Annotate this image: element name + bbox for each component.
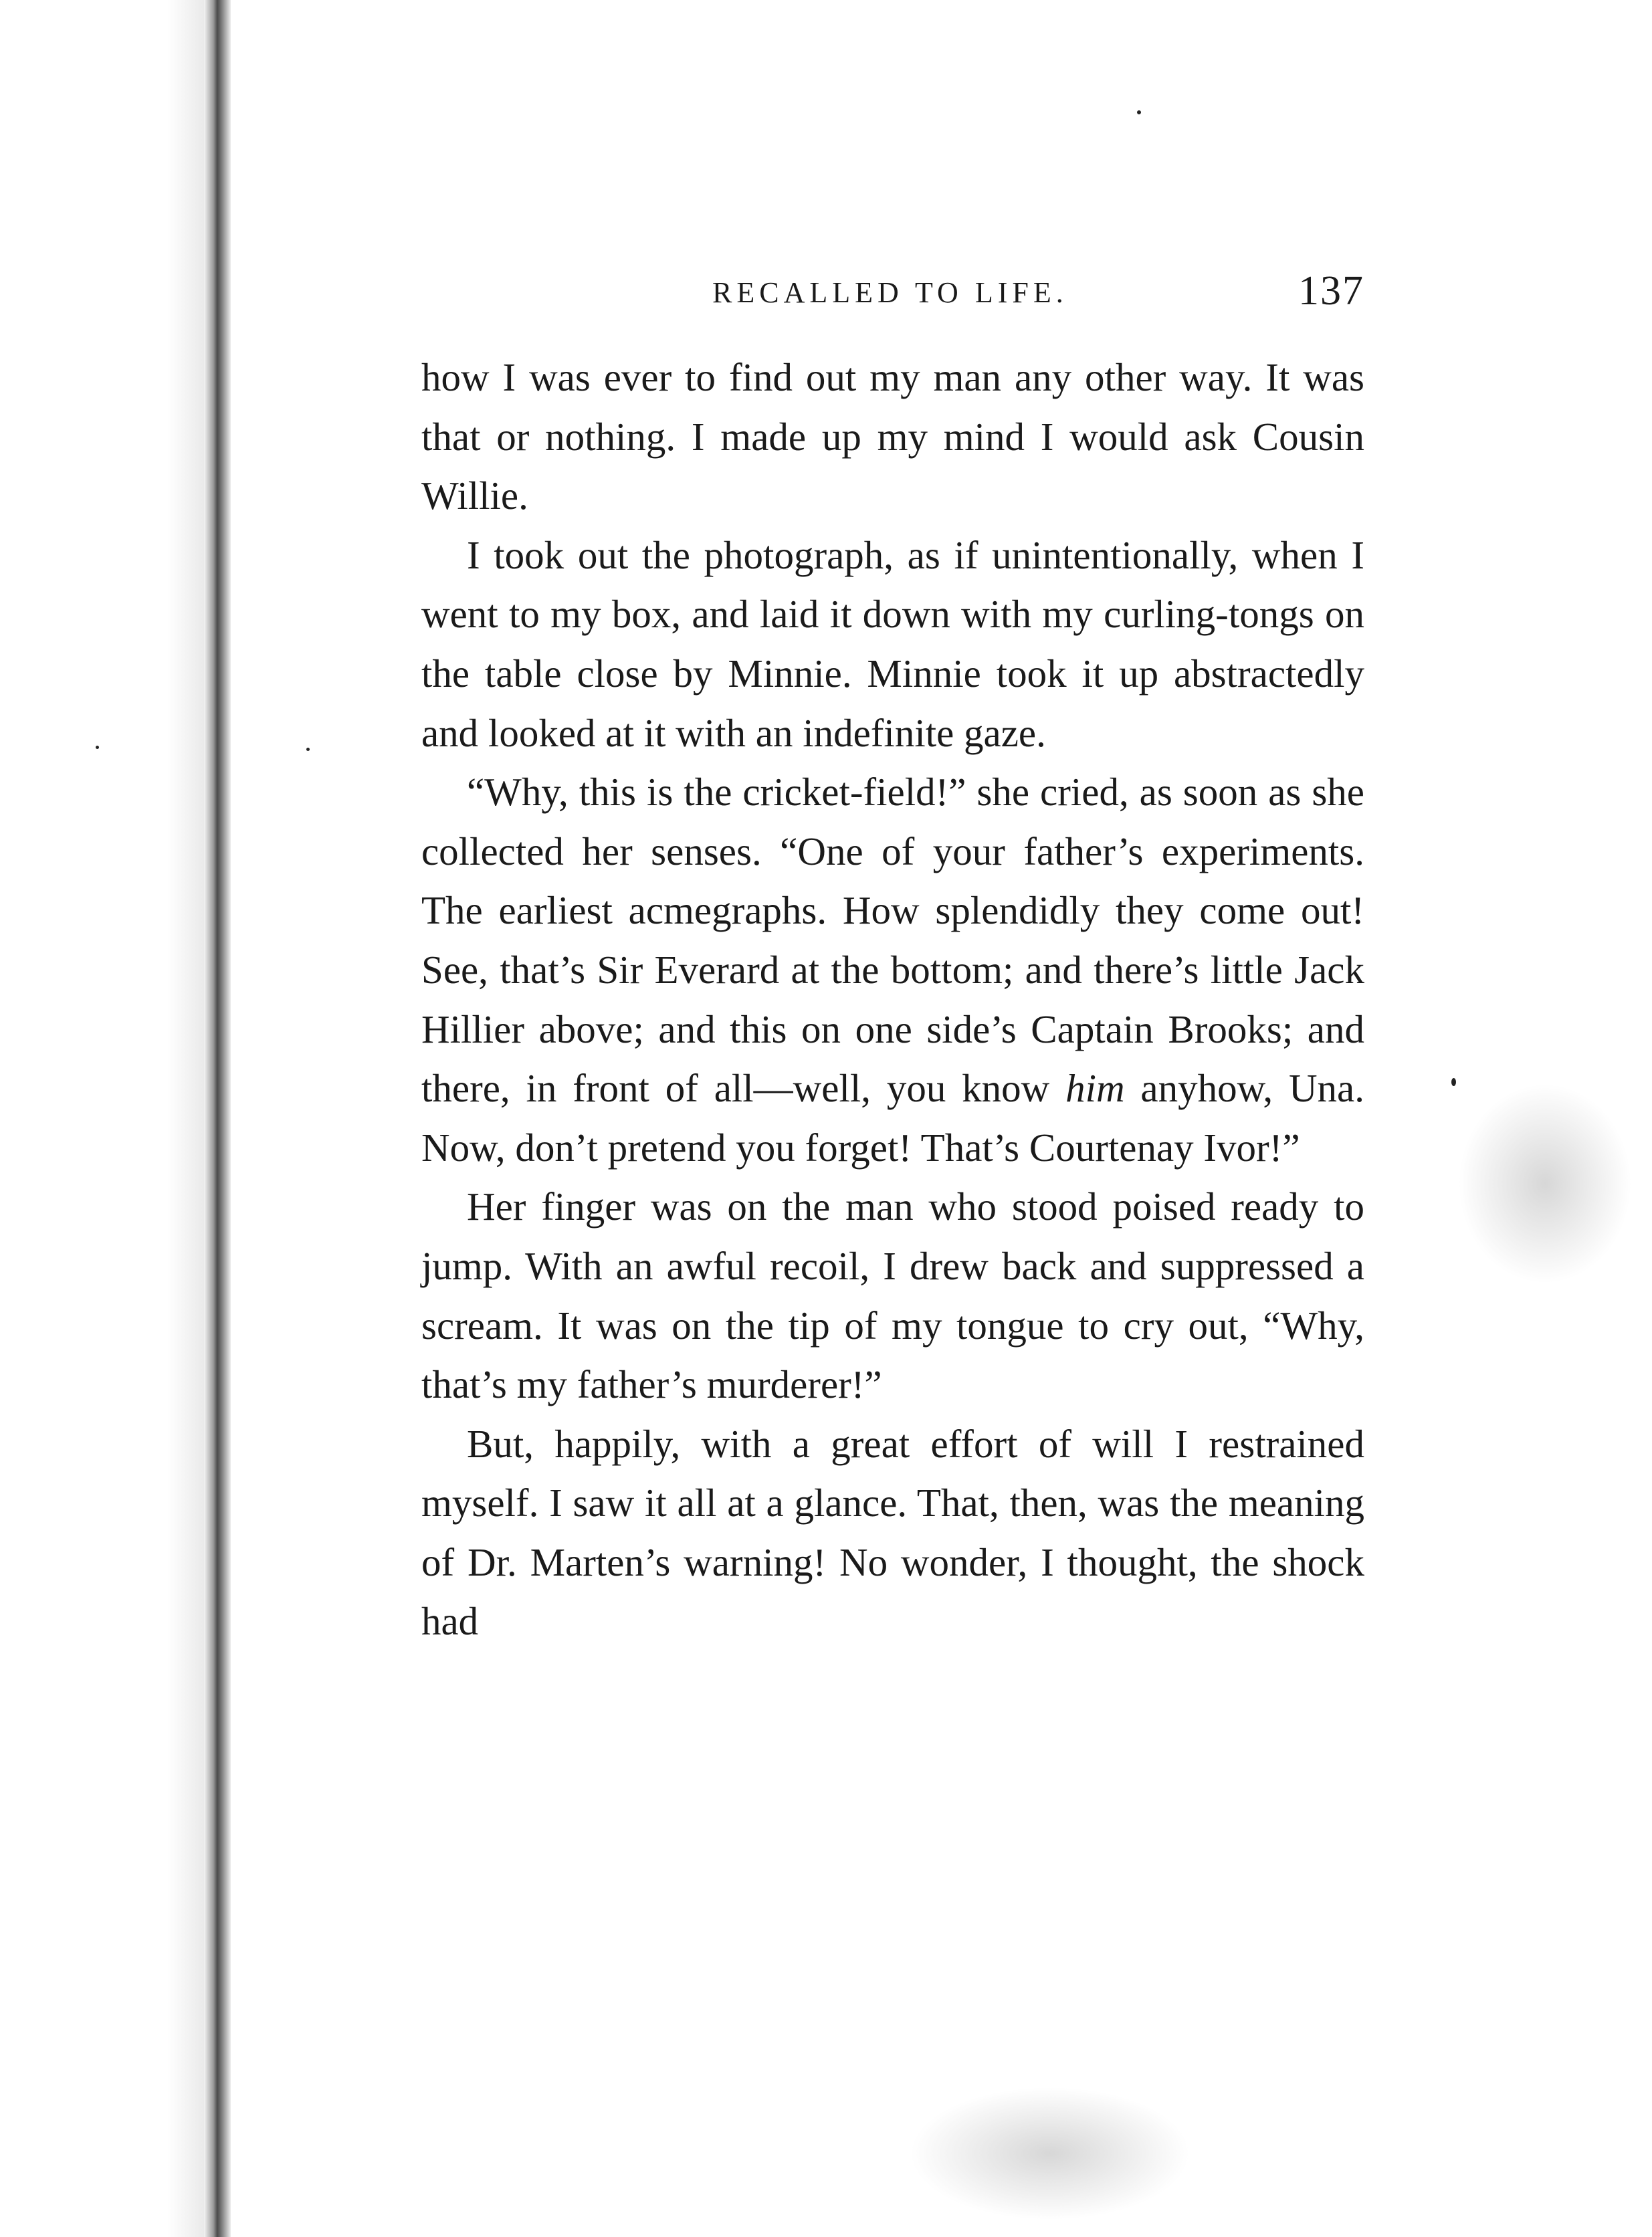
paragraph: I took out the photograph, as if unintentionally, when I went to my box, and laid it down with my curling-tongs on the table close by Minnie. Minnie took it up abstractedly and looked at it with an indefinite gaze.: [421, 532, 1364, 755]
paragraph-text: “Why, this is the cricket-field!” she cried, as soon as she collected her senses. “One of your father’s experiments. The earliest acmegraphs. How splendidly they come out! See, that’s Sir Everard at the bottom; and there’s little Jack Hillier above; and this on one side’s Captain Brooks; and there, in front of all—well, you know: [421, 770, 1364, 1111]
paragraph: how I was ever to find out my man any other way. It was that or nothing. I made up my mind I would ask Cousin Willie.: [421, 355, 1364, 518]
scan-speck: [1137, 110, 1141, 114]
paragraph: Her finger was on the man who stood poised ready to jump. With an awful recoil, I drew back and suppressed a scream. It was on the tip of my tongue to cry out, “Why, that’s my father’s murderer!”: [421, 1184, 1364, 1407]
page-number: 137: [1298, 268, 1364, 314]
paragraph-text: anyhow, Una. Now, don’t pretend you forget! That’s Courtenay Ivor!”: [421, 1066, 1364, 1170]
page-header: [421, 268, 1364, 328]
scan-smudge: [910, 2087, 1191, 2220]
italic-emphasis: him: [1065, 1066, 1125, 1111]
body-text: [421, 348, 1364, 1651]
scan-speck: [96, 746, 99, 749]
scan-speck: [1451, 1078, 1456, 1086]
scan-smudge: [1458, 1083, 1632, 1284]
gutter-shade: [167, 0, 207, 2237]
paragraph: But, happily, with a great effort of will I restrained myself. I saw it all at a glance. That, then, was the meaning of Dr. Marten’s warning! No wonder, I thought, the shock had: [421, 1421, 1364, 1644]
scan-speck: [306, 748, 310, 751]
running-title: RECALLED TO LIFE.: [712, 276, 1068, 309]
paragraph: [421, 762, 1364, 1177]
book-spine: [204, 0, 231, 2237]
